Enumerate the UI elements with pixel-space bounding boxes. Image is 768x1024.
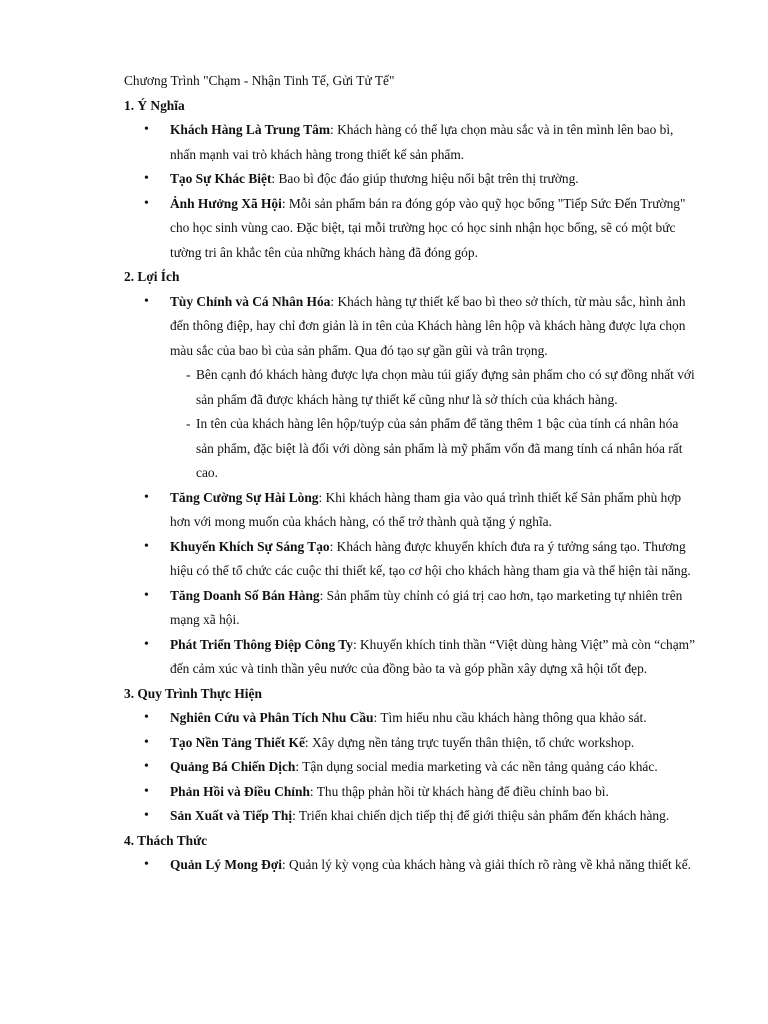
section-heading: 4. Thách Thức [124,832,208,848]
section-meaning [124,94,698,266]
sub-list [170,363,698,486]
item-term: Tạo Nền Tảng Thiết Kế [170,734,305,750]
list-item [124,584,698,633]
sub-list-item: - Bên cạnh đó khách hàng được lựa chọn màu túi giấy đựng sản phẩm cho có sự đồng nhất với sản phẩm đã được khách hàng tự thiết kế cũng như là sở thích của khách hàng. [170,363,698,412]
item-text: : Khuyến khích tinh thần “Việt dùng hàng Việt” mà còn “chạm” đến cảm xúc và tinh thần yêu nước của đồng bào ta và góp phần xây dựng xã hội tốt đẹp. [170,636,696,676]
item-term: Tăng Doanh Số Bán Hàng [170,587,320,603]
item-term: Nghiên Cứu và Phân Tích Nhu Cầu [170,710,374,725]
list-item [124,192,698,266]
bullet-list [124,853,698,878]
item-term: Phản Hồi và Điều Chỉnh [170,783,310,799]
item-text: : Mỗi sản phẩm bán ra đóng góp vào quỹ học bổng "Tiếp Sức Đến Trường" cho học sinh vùng cao. Đặc biệt, tại mỗi trường học có học sinh nhận học bổng, sẽ có một bức tường tri ân khắc tên của những khách hàng đã đóng góp. [170,195,686,260]
section-heading: 1. Ý Nghĩa [124,97,185,113]
item-term: Khách Hàng Là Trung Tâm [170,122,330,137]
item-term: Tạo Sự Khác Biệt [170,171,272,186]
list-item [124,290,698,486]
item-text: : Triển khai chiến dịch tiếp thị để giới thiệu sản phẩm đến khách hàng. [292,808,670,823]
list-item [124,167,698,192]
item-text: : Quản lý kỳ vọng của khách hàng và giải thích rõ ràng về khả năng thiết kế. [281,857,692,872]
document-page [124,69,698,878]
bullet-list [124,118,698,265]
item-term: Ảnh Hưởng Xã Hội [170,195,282,211]
list-item [124,486,698,535]
document-title: Chương Trình "Chạm - Nhận Tinh Tế, Gửi Tử Tế" [124,73,395,88]
item-text: : Tìm hiểu nhu cầu khách hàng thông qua khảo sát. [373,710,647,725]
list-item [124,706,698,731]
list-item [124,633,698,682]
bullet-list [124,290,698,682]
item-text: : Khách hàng được khuyến khích đưa ra ý tưởng sáng tạo. Thương hiệu có thể tổ chức các cuộc thi thiết kế, tạo cơ hội cho khách hàng tham gia và thể hiện tài năng. [170,538,691,578]
item-text: : Bao bì độc đáo giúp thương hiệu nổi bật trên thị trường. [271,171,579,186]
list-item [124,804,698,829]
item-term: Tăng Cường Sự Hài Lòng [170,489,319,505]
item-text: : Thu thập phản hồi từ khách hàng để điều chỉnh bao bì. [309,783,609,799]
item-text: : Xây dựng nền tảng trực tuyến thân thiện, tổ chức workshop. [304,734,635,750]
bullet-list [124,706,698,829]
list-item [124,118,698,167]
section-heading: 3. Quy Trình Thực Hiện [124,685,262,701]
item-term: Sản Xuất và Tiếp Thị [170,808,293,823]
item-term: Phát Triển Thông Điệp Công Ty [170,636,353,652]
item-text: : Khi khách hàng tham gia vào quá trình thiết kế Sản phẩm phù hợp hơn với mong muốn của khách hàng, có thể trở thành quà tặng ý nghĩa. [170,489,682,529]
list-item [124,780,698,805]
item-text: : Khách hàng tự thiết kế bao bì theo sở thích, từ màu sắc, hình ảnh đến thông điệp, hay chỉ đơn giản là in tên của Khách hàng lên hộp và khách hàng được lựa chọn màu sắc của bao bì của sản phẩm. Qua đó tạo sự gần gũi và trân trọng. [170,293,686,358]
section-process [124,682,698,829]
section-challenges [124,829,698,878]
list-item [124,755,698,780]
item-term: Khuyến Khích Sự Sáng Tạo [170,538,330,554]
sub-list-item: - In tên của khách hàng lên hộp/tuýp của sản phẩm để tăng thêm 1 bậc của tính cá nhân hóa sản phẩm, đặc biệt là đối với dòng sản phẩm là mỹ phẩm vốn đã mang tính cá nhân hóa rất cao. [170,412,698,486]
list-item [124,853,698,878]
item-text: : Tận dụng social media marketing và các nền tảng quảng cáo khác. [295,759,658,774]
list-item [124,535,698,584]
item-text: : Khách hàng có thể lựa chọn màu sắc và in tên mình lên bao bì, nhấn mạnh vai trò khách hàng trong thiết kế sản phẩm. [170,122,674,162]
item-term: Tùy Chỉnh và Cá Nhân Hóa [170,293,331,309]
section-benefits [124,265,698,682]
item-term: Quản Lý Mong Đợi [170,857,282,872]
item-text: : Sản phẩm tùy chỉnh có giá trị cao hơn, tạo marketing tự nhiên trên mạng xã hội. [170,587,683,627]
list-item [124,731,698,756]
section-heading: 2. Lợi Ích [124,269,180,284]
item-term: Quảng Bá Chiến Dịch [170,759,296,774]
